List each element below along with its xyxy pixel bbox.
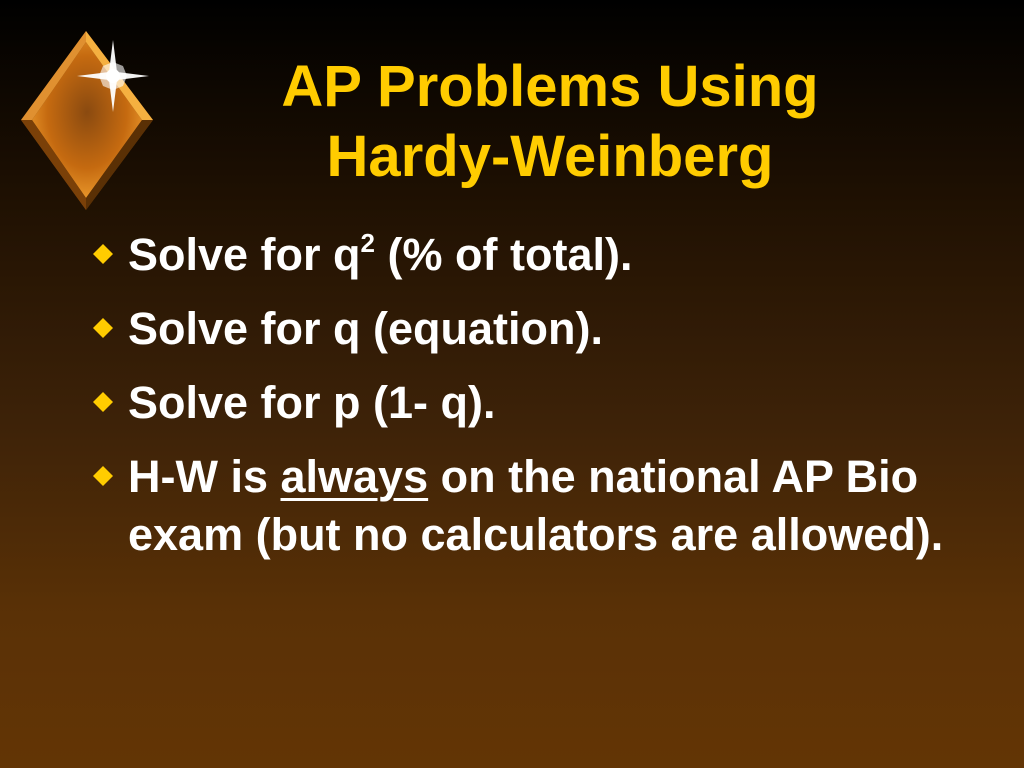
- bullet-text: (% of total).: [375, 229, 633, 280]
- diamond-bullet-icon: [92, 243, 114, 265]
- title-line-2: Hardy-Weinberg: [326, 124, 774, 189]
- bullet-item-solve-q: [88, 300, 988, 358]
- bullet-item-solve-p: [88, 374, 988, 432]
- title-line-1: AP Problems Using: [281, 54, 819, 119]
- diamond-bullet-icon: [92, 317, 114, 339]
- bullet-item-hw-exam: [88, 448, 988, 564]
- bullet-text: Solve for q (equation).: [128, 303, 604, 354]
- emphasis-always: always: [280, 451, 429, 502]
- diamond-sparkle-icon: [18, 28, 168, 213]
- slide-title: [180, 52, 920, 192]
- bullet-text: Solve for q: [128, 229, 361, 280]
- bullet-list: [88, 226, 988, 580]
- bullet-text: H-W is: [128, 451, 281, 502]
- bullet-text: Solve for p (1- q).: [128, 377, 496, 428]
- bullet-item-solve-q-squared: [88, 226, 988, 284]
- superscript: 2: [360, 228, 376, 258]
- bullet-text: on the national AP Bio exam (but no calculators are allowed).: [128, 451, 944, 560]
- diamond-bullet-icon: [92, 465, 114, 487]
- diamond-bullet-icon: [92, 391, 114, 413]
